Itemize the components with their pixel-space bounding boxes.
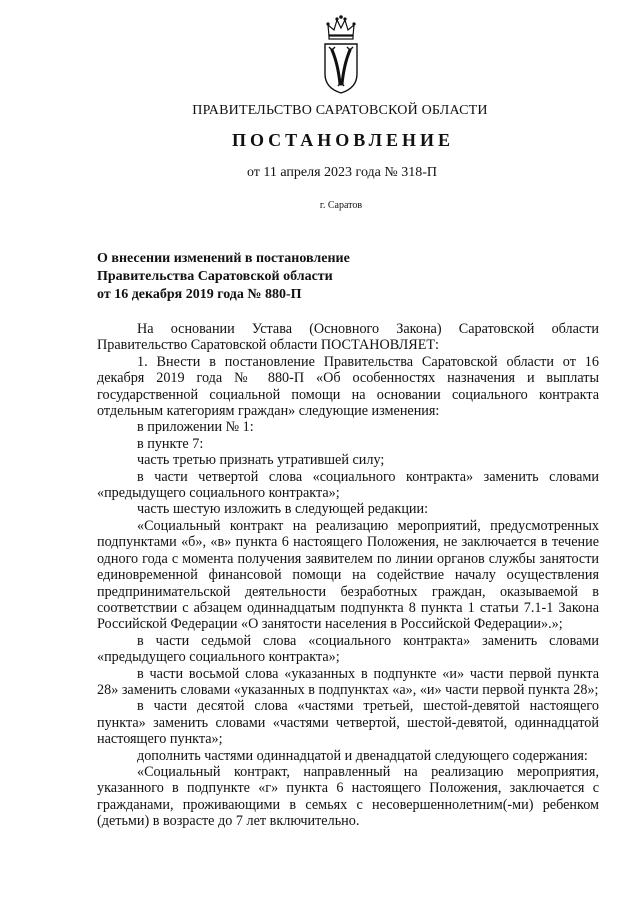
body-paragraph: На основании Устава (Основного Закона) Саратовской области Правительство Саратовской области ПОСТАНОВЛЯЕТ: [97,321,599,354]
body-paragraph: в части седьмой слова «социального контракта» заменить словами «предыдущего социального контракта»; [97,632,599,666]
document-type-title: ПОСТАНОВЛЕНИЕ [231,130,455,150]
issuing-authority: ПРАВИТЕЛЬСТВО САРАТОВСКОЙ ОБЛАСТИ [192,103,488,118]
body-paragraph: «Социальный контракт на реализацию мероприятий, предусмотренных подпунктами «б», «в» пункта 6 настоящего Положения, не заключается в течение одного года с момента получения заявителем по линии органов службы занятости единовременной финансовой помощи на содействие началу осуществления предпринимательской деятельности безработных граждан, оказываемой в соответствии с абзацем одиннадцатым подпункта 8 пункта 1 статьи 7.1-1 Закона Российской Федерации «О занятости населения в Российской Федерации».»; [97,517,599,633]
body-paragraph: часть шестую изложить в следующей редакции: [137,501,429,518]
document-city: г. Саратов [319,200,363,211]
body-paragraph: дополнить частями одиннадцатой и двенадцатой следующего содержания: [137,747,588,764]
document-body [97,321,599,830]
body-paragraph: «Социальный контракт, направленный на реализацию мероприятия, указанного в подпункте «г» пункта 6 настоящего Положения, заключается с гражданами, проживающими в семьях с несовершеннолетним(-ми) ребенком (детьми) в возрасте до 7 лет включительно. [97,763,599,830]
body-paragraph: в приложении № 1: [137,419,254,436]
body-paragraph: часть третью признать утратившей силу; [137,452,385,469]
subject-line: Правительства Саратовской области [97,269,333,284]
document-date-number: от 11 апреля 2023 года № 318-П [246,165,438,180]
body-paragraph: в части четвертой слова «социального контракта» заменить словами «предыдущего социального контракта»; [97,468,599,502]
subject-line: О внесении изменений в постановление [97,251,350,266]
subject-line: от 16 декабря 2019 года № 880-П [97,287,302,302]
document-subject [97,250,350,304]
body-paragraph: в пункте 7: [137,435,204,452]
saratov-coat-of-arms-icon [318,12,364,94]
body-paragraph: в части восьмой слова «указанных в подпункте «и» части первой пункта 28» заменить словами «указанных в подпунктах «а», «и» части первой пункта 28»; [97,665,599,698]
body-paragraph: в части десятой слова «частями третьей, шестой-девятой настоящего пункта» заменить словами «частями четвертой, шестой-девятой, одиннадцатой настоящего пункта»; [97,698,599,748]
body-paragraph: 1. Внести в постановление Правительства Саратовской области от 16 декабря 2019 года № 880-П «Об особенностях назначения и выплаты государственной социальной помощи на основании социального контракта отдельным категориям граждан» следующие изменения: [97,353,599,420]
